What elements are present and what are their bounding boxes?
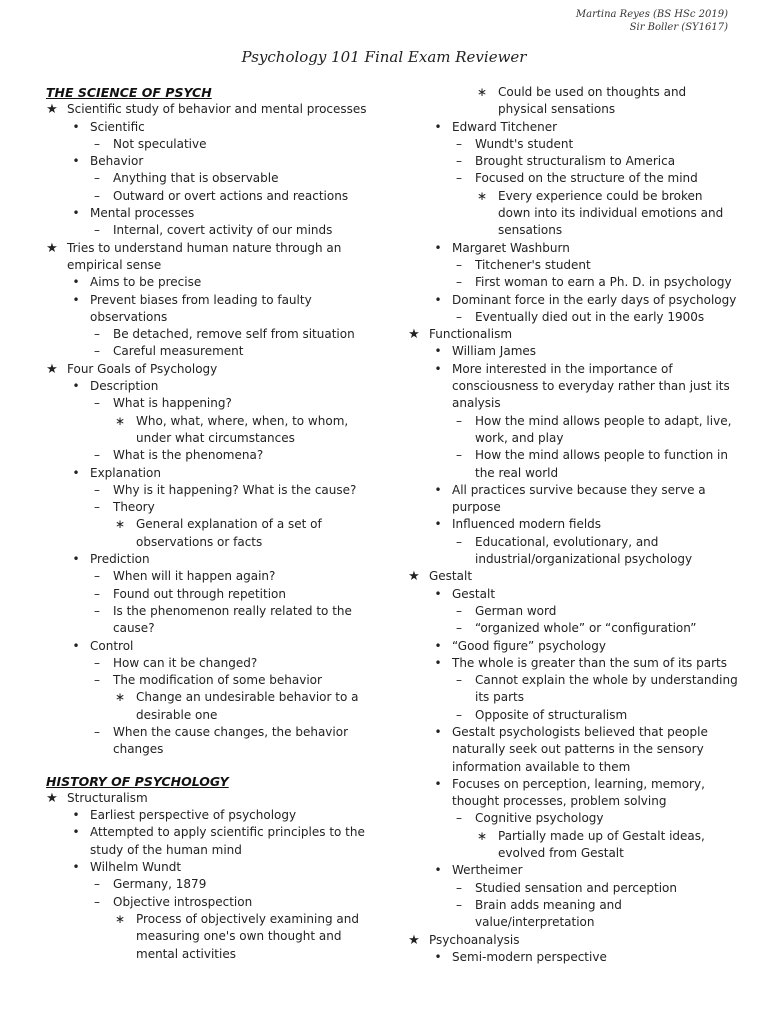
bullet-icon: •	[72, 860, 80, 875]
outline-item-level-2	[46, 153, 381, 170]
outline-item-level-3	[46, 170, 381, 187]
outline-item-level-3	[46, 499, 381, 516]
outline-item-level-2	[408, 240, 738, 257]
section-heading: HISTORY OF PSYCHOLOGY	[46, 773, 229, 789]
dash-bullet-icon: –	[456, 171, 462, 186]
outline-item-level-4	[408, 188, 738, 240]
outline-item-level-3	[46, 326, 381, 343]
outline-item-text: Scientific	[90, 119, 145, 134]
dash-bullet-icon: –	[94, 136, 100, 151]
outline-item-text: Mental processes	[90, 206, 195, 221]
outline-item-text: Dominant force in the early days of psychology	[452, 292, 737, 307]
section-spacer	[46, 759, 381, 773]
outline-item-text: The modification of some behavior	[113, 673, 322, 688]
bullet-icon: •	[72, 119, 80, 134]
outline-item-level-1	[408, 932, 738, 949]
outline-item-level-2	[46, 824, 381, 859]
outline-item-level-3	[46, 568, 381, 585]
outline-item-text: Titchener's student	[475, 257, 591, 272]
star-bullet-icon: ★	[46, 790, 58, 806]
dash-bullet-icon: –	[456, 413, 462, 428]
outline-item-text: Why is it happening? What is the cause?	[113, 482, 357, 497]
outline-item-level-2	[408, 586, 738, 603]
outline-item-text: Tries to understand human nature through an empirical sense	[67, 240, 342, 272]
outline-item-level-2	[46, 274, 381, 291]
outline-item-level-3	[46, 222, 381, 239]
outline-item-text: Could be used on thoughts and physical sensations	[498, 85, 687, 117]
outline-item-text: Change an undesirable behavior to a desirable one	[136, 690, 359, 722]
outline-item-level-2	[46, 205, 381, 222]
outline-item-text: All practices survive because they serve a purpose	[452, 482, 706, 515]
outline-item-level-3	[408, 897, 738, 932]
outline-item-text: Brain adds meaning and value/interpretation	[475, 897, 622, 930]
outline-item-text: William James	[452, 344, 537, 359]
dash-bullet-icon: –	[94, 655, 100, 670]
outline-item-text: Four Goals of Psychology	[67, 361, 218, 376]
dash-bullet-icon: –	[94, 396, 100, 411]
dash-bullet-icon: –	[94, 448, 100, 463]
outline-item-level-3	[408, 309, 738, 326]
bullet-icon: •	[72, 825, 80, 840]
bullet-icon: •	[434, 361, 442, 376]
dash-bullet-icon: –	[94, 171, 100, 186]
asterisk-bullet-icon: ∗	[114, 517, 126, 532]
outline-item-text: Partially made up of Gestalt ideas, evolved from Gestalt	[498, 828, 705, 861]
outline-item-text: Anything that is observable	[113, 171, 279, 186]
outline-item-level-2	[46, 378, 381, 395]
outline-item-level-2	[46, 859, 381, 876]
outline-item-text: Wertheimer	[452, 863, 523, 878]
outline-item-text: Margaret Washburn	[452, 240, 570, 255]
dash-bullet-icon: –	[94, 586, 100, 601]
outline-item-level-3	[46, 136, 381, 153]
star-bullet-icon: ★	[408, 569, 420, 585]
outline-item-text: How the mind allows people to function in the real world	[475, 448, 728, 480]
bullet-icon: •	[72, 808, 80, 823]
outline-item-level-3	[46, 672, 381, 689]
instructor-line: Sir Boller (SY1617)	[629, 22, 728, 33]
outline-item-level-2	[46, 465, 381, 482]
outline-item-level-3	[46, 603, 381, 638]
outline-item-level-3	[46, 655, 381, 672]
outline-item-level-3	[408, 880, 738, 897]
outline-item-text: Studied sensation and perception	[475, 880, 677, 895]
outline-item-text: Behavior	[90, 154, 144, 169]
star-bullet-icon: ★	[46, 240, 58, 256]
outline-item-level-2	[408, 776, 738, 811]
bullet-icon: •	[72, 638, 80, 653]
dash-bullet-icon: –	[94, 724, 100, 739]
outline-item-level-3	[46, 447, 381, 464]
outline-item-text: General explanation of a set of observations or facts	[136, 517, 322, 549]
bullet-icon: •	[434, 724, 442, 739]
outline-item-text: Cannot explain the whole by understanding its parts	[475, 673, 738, 705]
outline-item-level-2	[408, 949, 738, 966]
outline-item-level-4	[408, 828, 738, 863]
bullet-icon: •	[72, 552, 80, 567]
dash-bullet-icon: –	[456, 534, 462, 549]
outline-item-text: Edward Titchener	[452, 119, 558, 134]
bullet-icon: •	[434, 949, 442, 964]
outline-item-text: What is the phenomena?	[113, 448, 264, 463]
page-header	[576, 8, 728, 34]
outline-item-level-2	[408, 516, 738, 533]
outline-item-level-3	[46, 586, 381, 603]
outline-item-text: Careful measurement	[113, 344, 244, 359]
dash-bullet-icon: –	[94, 327, 100, 342]
outline-item-text: Cognitive psychology	[475, 811, 604, 826]
outline-item-level-1	[408, 568, 738, 585]
bullet-icon: •	[434, 638, 442, 653]
outline-item-level-3	[46, 724, 381, 759]
outline-item-text: Who, what, where, when, to whom, under what circumstances	[136, 413, 349, 445]
bullet-icon: •	[72, 379, 80, 394]
bullet-icon: •	[434, 482, 442, 497]
outline-item-text: Educational, evolutionary, and industrial/organizational psychology	[475, 534, 693, 567]
outline-item-level-2	[408, 724, 738, 776]
outline-item-text: Every experience could be broken down into its individual emotions and sensations	[498, 188, 724, 238]
dash-bullet-icon: –	[94, 482, 100, 497]
outline-item-text: Focused on the structure of the mind	[475, 171, 698, 186]
outline-item-text: Eventually died out in the early 1900s	[475, 309, 705, 324]
left-column	[46, 84, 381, 963]
outline-item-level-3	[46, 343, 381, 360]
document-title: Psychology 101 Final Exam Reviewer	[241, 48, 527, 66]
outline-item-text: Aims to be precise	[90, 275, 202, 290]
outline-item-level-3	[408, 447, 738, 482]
author-line: Martina Reyes (BS HSc 2019)	[575, 9, 728, 20]
outline-item-text: Objective introspection	[113, 894, 253, 909]
dash-bullet-icon: –	[456, 673, 462, 688]
outline-item-level-3	[408, 810, 738, 827]
outline-item-level-1	[46, 101, 381, 118]
outline-item-level-4	[46, 516, 381, 551]
outline-item-level-3	[408, 534, 738, 569]
dash-bullet-icon: –	[94, 569, 100, 584]
bullet-icon: •	[434, 517, 442, 532]
outline-item-level-2	[408, 655, 738, 672]
outline-item-level-4	[46, 413, 381, 448]
outline-item-text: Influenced modern fields	[452, 517, 602, 532]
outline-item-level-2	[46, 292, 381, 327]
outline-item-level-3	[46, 482, 381, 499]
outline-item-level-3	[408, 620, 738, 637]
outline-item-text: First woman to earn a Ph. D. in psychology	[475, 275, 732, 290]
dash-bullet-icon: –	[94, 673, 100, 688]
asterisk-bullet-icon: ∗	[114, 413, 126, 428]
section-heading: THE SCIENCE OF PSYCH	[46, 85, 212, 100]
outline-item-text: Structuralism	[67, 790, 148, 805]
dash-bullet-icon: –	[456, 811, 462, 826]
dash-bullet-icon: –	[456, 136, 462, 151]
outline-item-level-1	[46, 790, 381, 807]
outline-item-level-3	[46, 395, 381, 412]
outline-item-text: Earliest perspective of psychology	[90, 808, 297, 823]
outline-item-text: Explanation	[90, 465, 161, 480]
dash-bullet-icon: –	[94, 894, 100, 909]
outline-item-level-2	[408, 638, 738, 655]
outline-item-text: Gestalt	[429, 569, 473, 584]
outline-item-text: Control	[90, 638, 134, 653]
star-bullet-icon: ★	[408, 932, 420, 948]
dash-bullet-icon: –	[456, 897, 462, 912]
outline-item-text: Scientific study of behavior and mental processes	[67, 102, 367, 117]
outline-item-level-2	[408, 343, 738, 360]
outline-item-text: Focuses on perception, learning, memory, thought processes, problem solving	[452, 776, 705, 809]
dash-bullet-icon: –	[94, 500, 100, 515]
outline-item-text: Brought structuralism to America	[475, 154, 676, 169]
outline-item-level-3	[408, 170, 738, 187]
bullet-icon: •	[72, 206, 80, 221]
outline-item-text: Psychoanalysis	[429, 932, 520, 947]
asterisk-bullet-icon: ∗	[476, 188, 488, 203]
dash-bullet-icon: –	[456, 275, 462, 290]
outline-item-level-4	[46, 911, 381, 963]
outline-item-text: Gestalt psychologists believed that people naturally seek out patterns in the sensory information available to them	[452, 724, 708, 774]
outline-item-text: The whole is greater than the sum of its parts	[452, 655, 727, 670]
outline-item-text: More interested in the importance of consciousness to everyday rather than just its analysis	[452, 361, 730, 411]
outline-item-level-1	[46, 361, 381, 378]
outline-item-text: What is happening?	[113, 396, 232, 411]
outline-item-text: Outward or overt actions and reactions	[113, 188, 349, 203]
outline-item-text: Prevent biases from leading to faulty observations	[90, 292, 312, 324]
outline-item-text: Prediction	[90, 552, 150, 567]
outline-item-text: “organized whole” or “configuration”	[475, 621, 697, 636]
outline-item-text: “Good figure” psychology	[452, 638, 606, 653]
outline-item-level-3	[408, 274, 738, 291]
bullet-icon: •	[434, 863, 442, 878]
outline-item-level-3	[408, 413, 738, 448]
outline-item-text: Germany, 1879	[113, 877, 207, 892]
outline-item-text: Attempted to apply scientific principles to the study of the human mind	[90, 825, 365, 857]
outline-item-text: Internal, covert activity of our minds	[113, 223, 333, 238]
outline-item-level-2	[46, 807, 381, 824]
dash-bullet-icon: –	[94, 223, 100, 238]
outline-item-text: When the cause changes, the behavior changes	[113, 724, 349, 757]
outline-item-level-3	[408, 603, 738, 620]
outline-item-level-2	[408, 482, 738, 517]
asterisk-bullet-icon: ∗	[476, 828, 488, 843]
star-bullet-icon: ★	[46, 102, 58, 118]
dash-bullet-icon: –	[456, 309, 462, 324]
star-bullet-icon: ★	[408, 327, 420, 343]
outline-item-level-3	[408, 257, 738, 274]
dash-bullet-icon: –	[456, 257, 462, 272]
dash-bullet-icon: –	[456, 621, 462, 636]
outline-item-text: Opposite of structuralism	[475, 707, 628, 722]
dash-bullet-icon: –	[456, 880, 462, 895]
outline-item-level-2	[408, 119, 738, 136]
bullet-icon: •	[434, 119, 442, 134]
outline-item-text: How can it be changed?	[113, 655, 258, 670]
dash-bullet-icon: –	[94, 344, 100, 359]
bullet-icon: •	[434, 776, 442, 791]
outline-item-level-1	[408, 326, 738, 343]
dash-bullet-icon: –	[94, 603, 100, 618]
outline-item-text: How the mind allows people to adapt, live, work, and play	[475, 413, 732, 445]
outline-item-level-2	[46, 638, 381, 655]
outline-item-level-2	[46, 119, 381, 136]
outline-item-level-2	[408, 361, 738, 413]
bullet-icon: •	[434, 292, 442, 307]
outline-item-level-3	[408, 153, 738, 170]
bullet-icon: •	[72, 154, 80, 169]
bullet-icon: •	[72, 465, 80, 480]
outline-item-text: Theory	[113, 500, 155, 515]
bullet-icon: •	[72, 275, 80, 290]
bullet-icon: •	[434, 655, 442, 670]
outline-item-text: Is the phenomenon really related to the cause?	[113, 603, 352, 636]
asterisk-bullet-icon: ∗	[114, 690, 126, 705]
outline-item-level-2	[46, 551, 381, 568]
outline-item-level-3	[46, 876, 381, 893]
dash-bullet-icon: –	[94, 877, 100, 892]
dash-bullet-icon: –	[456, 603, 462, 618]
outline-item-level-3	[46, 894, 381, 911]
outline-item-level-3	[46, 188, 381, 205]
outline-item-level-4	[46, 689, 381, 724]
outline-item-text: Wundt's student	[475, 136, 574, 151]
dash-bullet-icon: –	[456, 154, 462, 169]
dash-bullet-icon: –	[94, 188, 100, 203]
outline-item-text: Gestalt	[452, 586, 496, 601]
outline-item-text: Be detached, remove self from situation	[113, 327, 355, 342]
outline-item-text: Process of objectively examining and measuring one's own thought and mental activities	[136, 911, 359, 961]
bullet-icon: •	[72, 292, 80, 307]
dash-bullet-icon: –	[456, 707, 462, 722]
outline-item-level-4	[408, 84, 738, 119]
star-bullet-icon: ★	[46, 361, 58, 377]
bullet-icon: •	[434, 586, 442, 601]
outline-item-level-3	[408, 136, 738, 153]
right-column	[408, 84, 738, 966]
outline-item-text: German word	[475, 603, 557, 618]
outline-item-level-3	[408, 672, 738, 707]
outline-item-text: Found out through repetition	[113, 586, 286, 601]
outline-item-level-2	[408, 292, 738, 309]
outline-item-text: Not speculative	[113, 136, 207, 151]
outline-item-level-1	[46, 240, 381, 275]
dash-bullet-icon: –	[456, 448, 462, 463]
outline-item-level-2	[408, 862, 738, 879]
outline-item-text: Wilhelm Wundt	[90, 860, 182, 875]
asterisk-bullet-icon: ∗	[114, 911, 126, 926]
bullet-icon: •	[434, 344, 442, 359]
outline-item-text: Semi-modern perspective	[452, 949, 607, 964]
bullet-icon: •	[434, 240, 442, 255]
outline-item-text: Description	[90, 379, 159, 394]
outline-item-level-3	[408, 707, 738, 724]
asterisk-bullet-icon: ∗	[476, 85, 488, 99]
outline-item-text: When will it happen again?	[113, 569, 276, 584]
outline-item-text: Functionalism	[429, 327, 513, 342]
